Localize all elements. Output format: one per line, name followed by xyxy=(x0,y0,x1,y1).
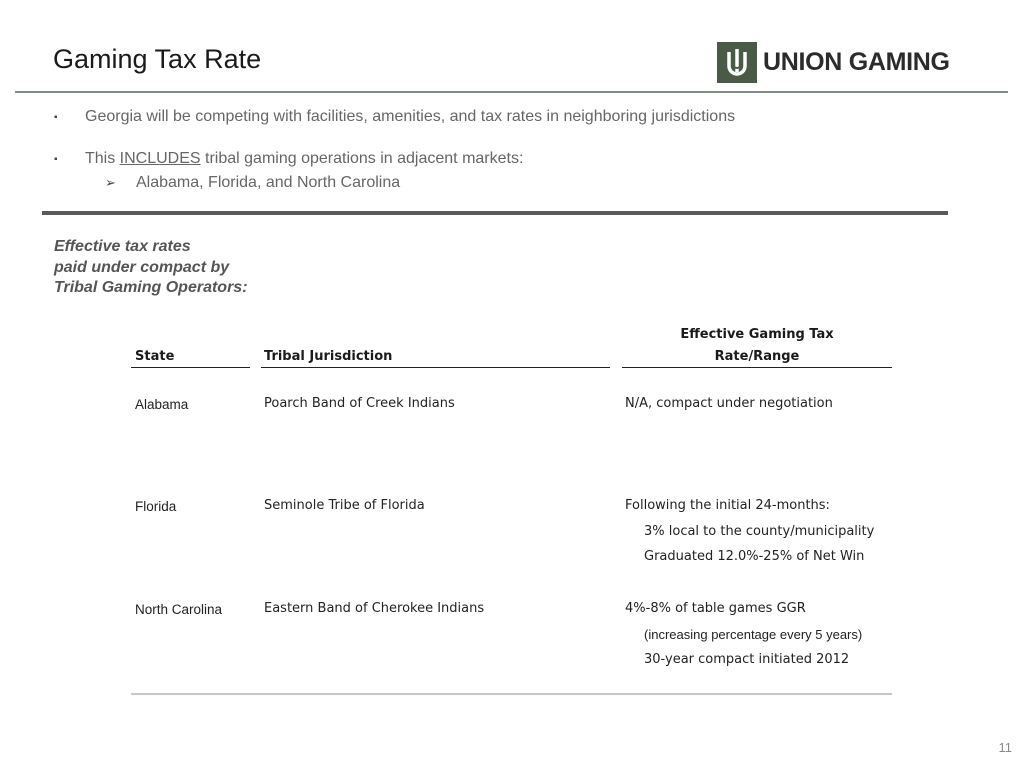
header-underline-jurisdiction xyxy=(261,367,610,368)
logo-text: UNION GAMING xyxy=(763,48,950,76)
header-jurisdiction: Tribal Jurisdiction xyxy=(264,349,393,364)
bullet-includes-prefix: This xyxy=(85,150,120,167)
page-title: Gaming Tax Rate xyxy=(53,44,262,74)
section-divider xyxy=(42,211,948,215)
row-jurisdiction: Eastern Band of Cherokee Indians xyxy=(264,601,485,616)
bullet-marker: ▪ xyxy=(54,112,58,123)
includes-link[interactable]: INCLUDES xyxy=(119,150,201,167)
row-jurisdiction: Poarch Band of Creek Indians xyxy=(264,396,455,411)
logo-mark-icon xyxy=(717,42,757,83)
row-state: Florida xyxy=(135,499,177,514)
row-state: Alabama xyxy=(135,397,189,412)
row-rate: N/A, compact under negotiation xyxy=(625,396,833,411)
row-rate-detail: (increasing percentage every 5 years) xyxy=(644,627,863,642)
caption-line: Tribal Gaming Operators: xyxy=(54,279,248,296)
bullet-georgia: Georgia will be competing with facilities, amenities, and tax rates in neighboring jurisdictions xyxy=(85,108,736,125)
header-rate-line1: Effective Gaming Tax xyxy=(680,327,834,342)
header-state: State xyxy=(135,349,175,364)
row-rate-detail: Graduated 12.0%-25% of Net Win xyxy=(644,549,865,564)
arrow-bullet-icon: ➢ xyxy=(105,175,116,190)
header-rate-line2: Rate/Range xyxy=(714,349,800,364)
bullet-includes xyxy=(85,150,523,168)
page-number: 11 xyxy=(998,740,1012,755)
row-rate: 4%-8% of table games GGR xyxy=(625,601,806,616)
union-gaming-logo xyxy=(717,42,950,83)
header-divider xyxy=(15,91,1008,93)
bullet-marker: ▪ xyxy=(54,154,58,165)
header-underline-state xyxy=(131,367,250,368)
row-rate-detail: 30-year compact initiated 2012 xyxy=(644,652,850,667)
table-caption xyxy=(54,237,248,299)
caption-line: Effective tax rates xyxy=(54,238,191,255)
caption-line: paid under compact by xyxy=(54,258,230,276)
bullet-includes-suffix: tribal gaming operations in adjacent markets: xyxy=(200,150,524,167)
row-rate: Following the initial 24-months: xyxy=(625,498,830,513)
header-underline-rate xyxy=(622,367,892,368)
row-state: North Carolina xyxy=(135,602,223,617)
row-jurisdiction: Seminole Tribe of Florida xyxy=(264,498,425,513)
table-bottom-rule xyxy=(131,693,892,695)
row-rate-detail: 3% local to the county/municipality xyxy=(644,524,875,539)
sub-bullet-states: Alabama, Florida, and North Carolina xyxy=(136,174,401,191)
